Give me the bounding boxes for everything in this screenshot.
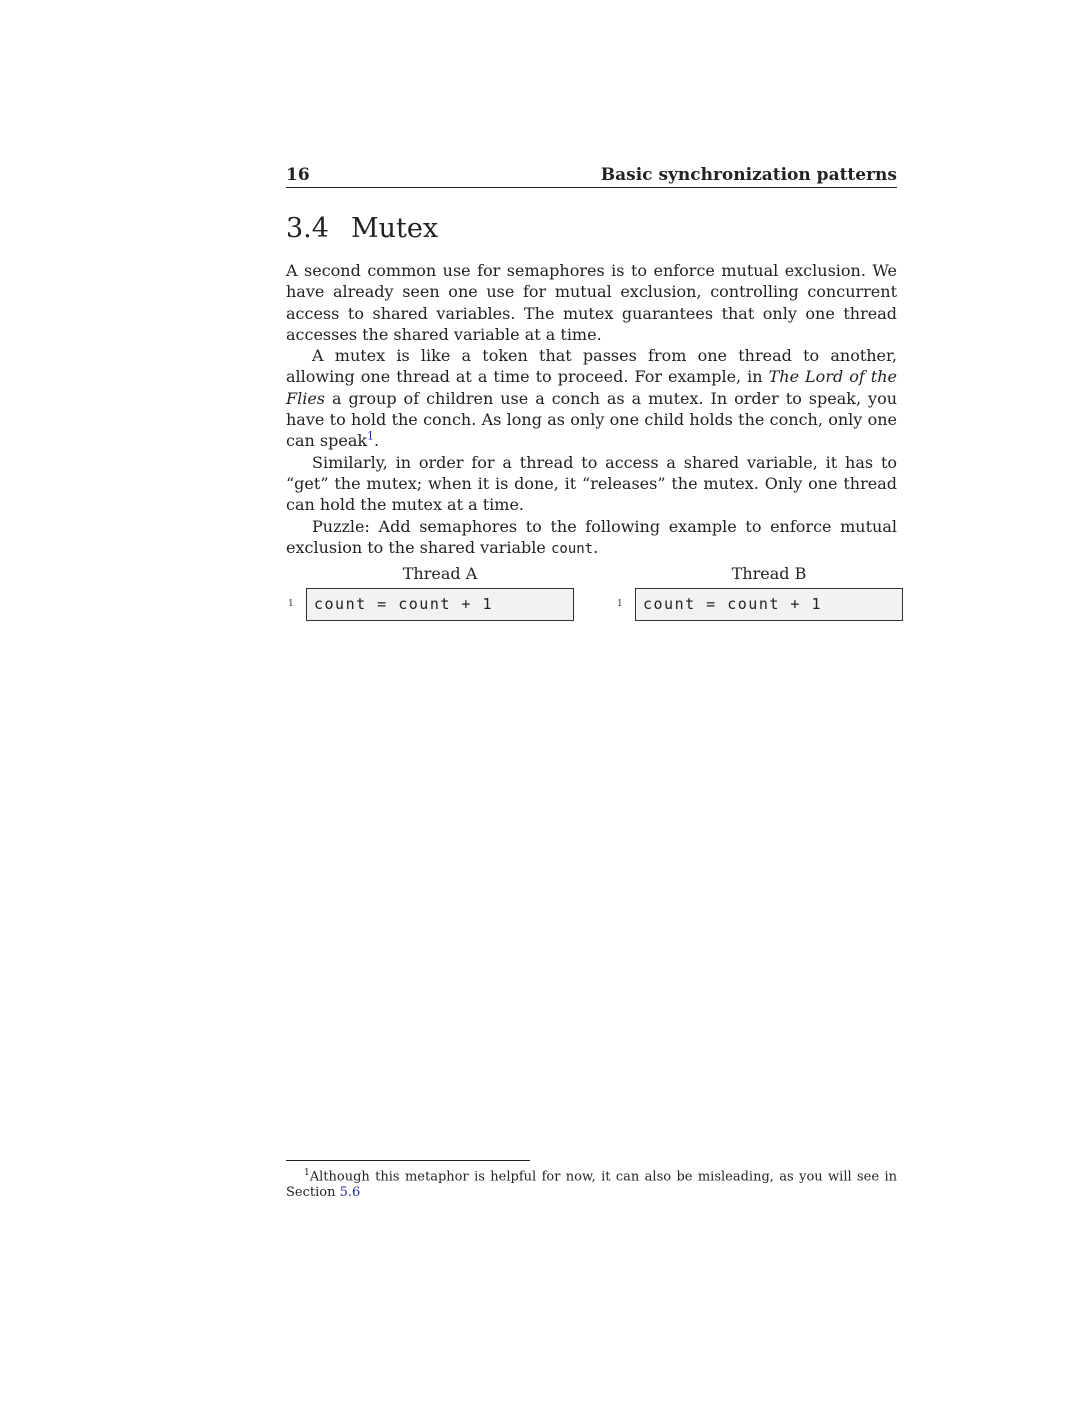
- thread-b-code-row: [615, 588, 885, 621]
- footnote-mark: 1: [304, 1168, 310, 1178]
- footnote: [286, 1165, 897, 1201]
- footnote-text: Although this metaphor is helpful for now, it can also be misleading, as you will see in Section: [286, 1169, 897, 1201]
- footnote-divider: [286, 1160, 530, 1161]
- thread-b-title: Thread B: [731, 564, 807, 583]
- section-number: 3.4: [286, 213, 329, 244]
- paragraph-2-end: .: [374, 431, 380, 451]
- running-header: [286, 166, 897, 188]
- thread-a-code-row: [286, 588, 556, 621]
- footnote-reference[interactable]: 1: [367, 430, 375, 444]
- section-heading: [286, 212, 438, 246]
- paragraph-3: Similarly, in order for a thread to access a shared variable, it has to “get” the mutex; when it is done, it “releases” the mutex. Only one thread can hold the mutex at a time.: [286, 452, 897, 515]
- thread-a-code: count = count + 1: [306, 588, 574, 621]
- thread-listings: [286, 564, 903, 624]
- paragraph-2: [286, 345, 897, 451]
- document-page: [286, 0, 897, 1408]
- line-number: 1: [288, 599, 294, 609]
- paragraph-4-text: Puzzle: Add semaphores to the following example to enforce mutual exclusion to the shared variable: [286, 516, 897, 557]
- paragraph-2-text-a: A mutex is like a token that passes from one thread to another, allowing one thread at a time to proceed. For example, in: [286, 346, 897, 387]
- thread-a-listing: [286, 564, 556, 621]
- paragraph-1: A second common use for semaphores is to enforce mutual exclusion. We have already seen one use for mutual exclusion, controlling concurrent access to shared variables. The mutex guarantees that only one thread accesses the shared variable at a time.: [286, 261, 897, 344]
- book-title: The Lord of the Flies: [286, 367, 898, 408]
- body-text: [286, 260, 897, 560]
- inline-code: count: [550, 540, 594, 557]
- thread-a-title: Thread A: [402, 564, 478, 583]
- section-title: Mutex: [351, 213, 439, 244]
- chapter-title: Basic synchronization patterns: [600, 165, 897, 185]
- line-number: 1: [617, 599, 623, 609]
- paragraph-4-end: .: [593, 537, 599, 557]
- thread-b-code: count = count + 1: [635, 588, 903, 621]
- thread-b-listing: [615, 564, 885, 621]
- section-link[interactable]: 5.6: [339, 1185, 361, 1201]
- page-number: 16: [286, 165, 310, 185]
- paragraph-4: [286, 516, 897, 561]
- paragraph-2-text-b: a group of children use a conch as a mutex. In order to speak, you have to hold the conch. As long as only one child holds the conch, only one can speak: [286, 388, 897, 451]
